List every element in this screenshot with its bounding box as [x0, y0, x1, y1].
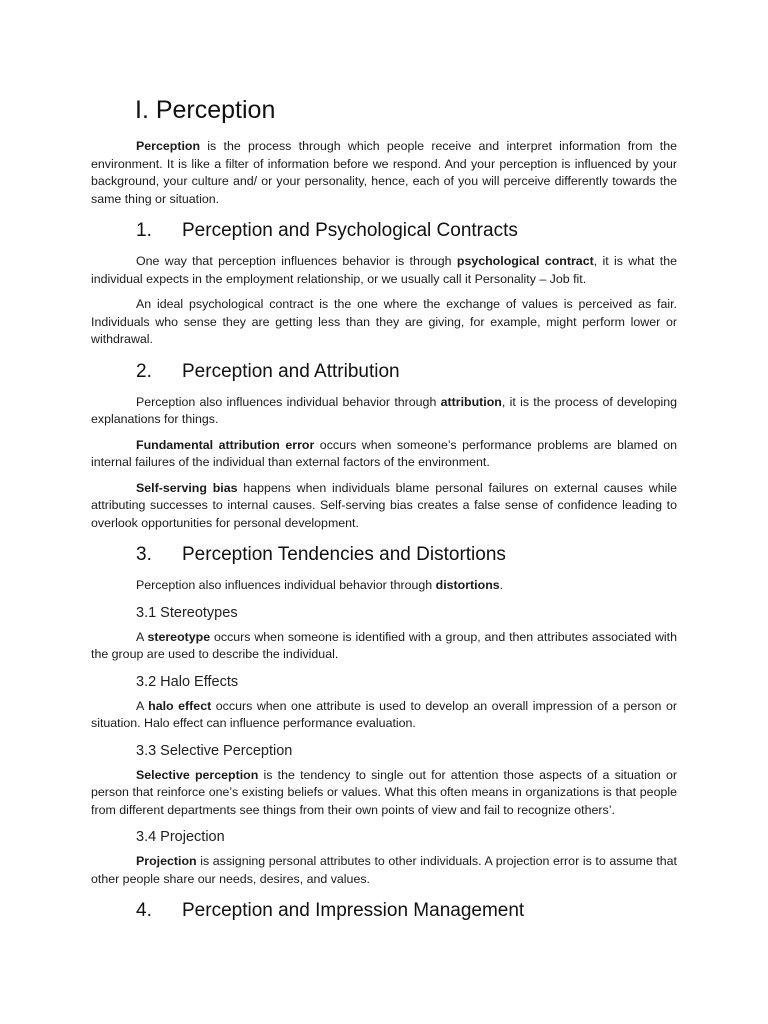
section-4-heading [91, 898, 677, 924]
section-1-number: 1. [136, 220, 152, 241]
section-2-paragraph-2: Fundamental attribution error occurs when someone’s performance problems are blamed on internal failures of the individual than external factors of the environment. [91, 437, 677, 469]
intro-paragraph: Perception is the process through which people receive and interpret information from the environment. It is like a filter of information before we respond. And your perception is influenced by your background, your culture and/ or your personality, hence, each of you will perceive differently towards the same thing or situation. [91, 139, 677, 206]
subsection-3-4-heading: 3.4 Projection [136, 829, 225, 845]
subsection-3-2-heading: 3.2 Halo Effects [136, 673, 239, 690]
section-1-paragraph-1: One way that perception influences behavior is through psychological contract, it is what the individual expects in the employment relationship, or we usually call it Personality – Job fit. [91, 254, 677, 286]
section-3-heading [91, 542, 677, 568]
subsection-3-4-paragraph: Projection is assigning personal attributes to other individuals. A projection error is to assume that other people share our needs, desires, and values. [91, 854, 677, 886]
section-1-heading [91, 218, 677, 244]
intro-term: Perception [136, 139, 201, 153]
section-3-paragraph-1: Perception also influences individual behavior through distortions. [136, 578, 504, 592]
subsection-3-1-heading: 3.1 Stereotypes [136, 604, 238, 621]
section-1-paragraph-2: An ideal psychological contract is the one where the exchange of values is perceived as fair. Individuals who sense they are getting less than they are giving, for example, might perform lower or withdrawal. [91, 297, 677, 346]
section-2-paragraph-1: Perception also influences individual behavior through attribution, it is the process of developing explanations for things. [91, 394, 677, 426]
section-2-paragraph-3: Self-serving bias happens when individuals blame personal failures on external causes while attributing successes to internal causes. Self-serving bias creates a false sense of confidence leading to overlook opportunities for personal development. [91, 480, 677, 530]
section-2-heading [91, 359, 677, 385]
section-3-title: Perception Tendencies and Distortions [182, 544, 506, 565]
subsection-3-1-paragraph: A stereotype occurs when someone is identified with a group, and then attributes associated with the group are used to describe the individual. [91, 629, 677, 661]
section-2-number: 2. [136, 360, 152, 382]
subsection-3-3-heading: 3.3 Selective Perception [136, 742, 293, 759]
subsection-3-3-paragraph: Selective perception is the tendency to single out for attention those aspects of a situation or person that reinforce one’s existing beliefs or values. What this often means in organizations is that people from different departments see things from their own points of view and fail to recognize others’. [91, 767, 677, 817]
subsection-3-2-paragraph: A halo effect occurs when one attribute is used to develop an overall impression of a person or situation. Halo effect can influence performance evaluation. [91, 698, 678, 730]
section-3-number: 3. [136, 544, 152, 565]
section-4-title: Perception and Impression Management [182, 900, 525, 921]
section-4-number: 4. [136, 900, 152, 921]
section-1-title: Perception and Psychological Contracts [182, 220, 518, 241]
section-2-title: Perception and Attribution [182, 360, 400, 382]
page-title: I. Perception [135, 96, 276, 124]
